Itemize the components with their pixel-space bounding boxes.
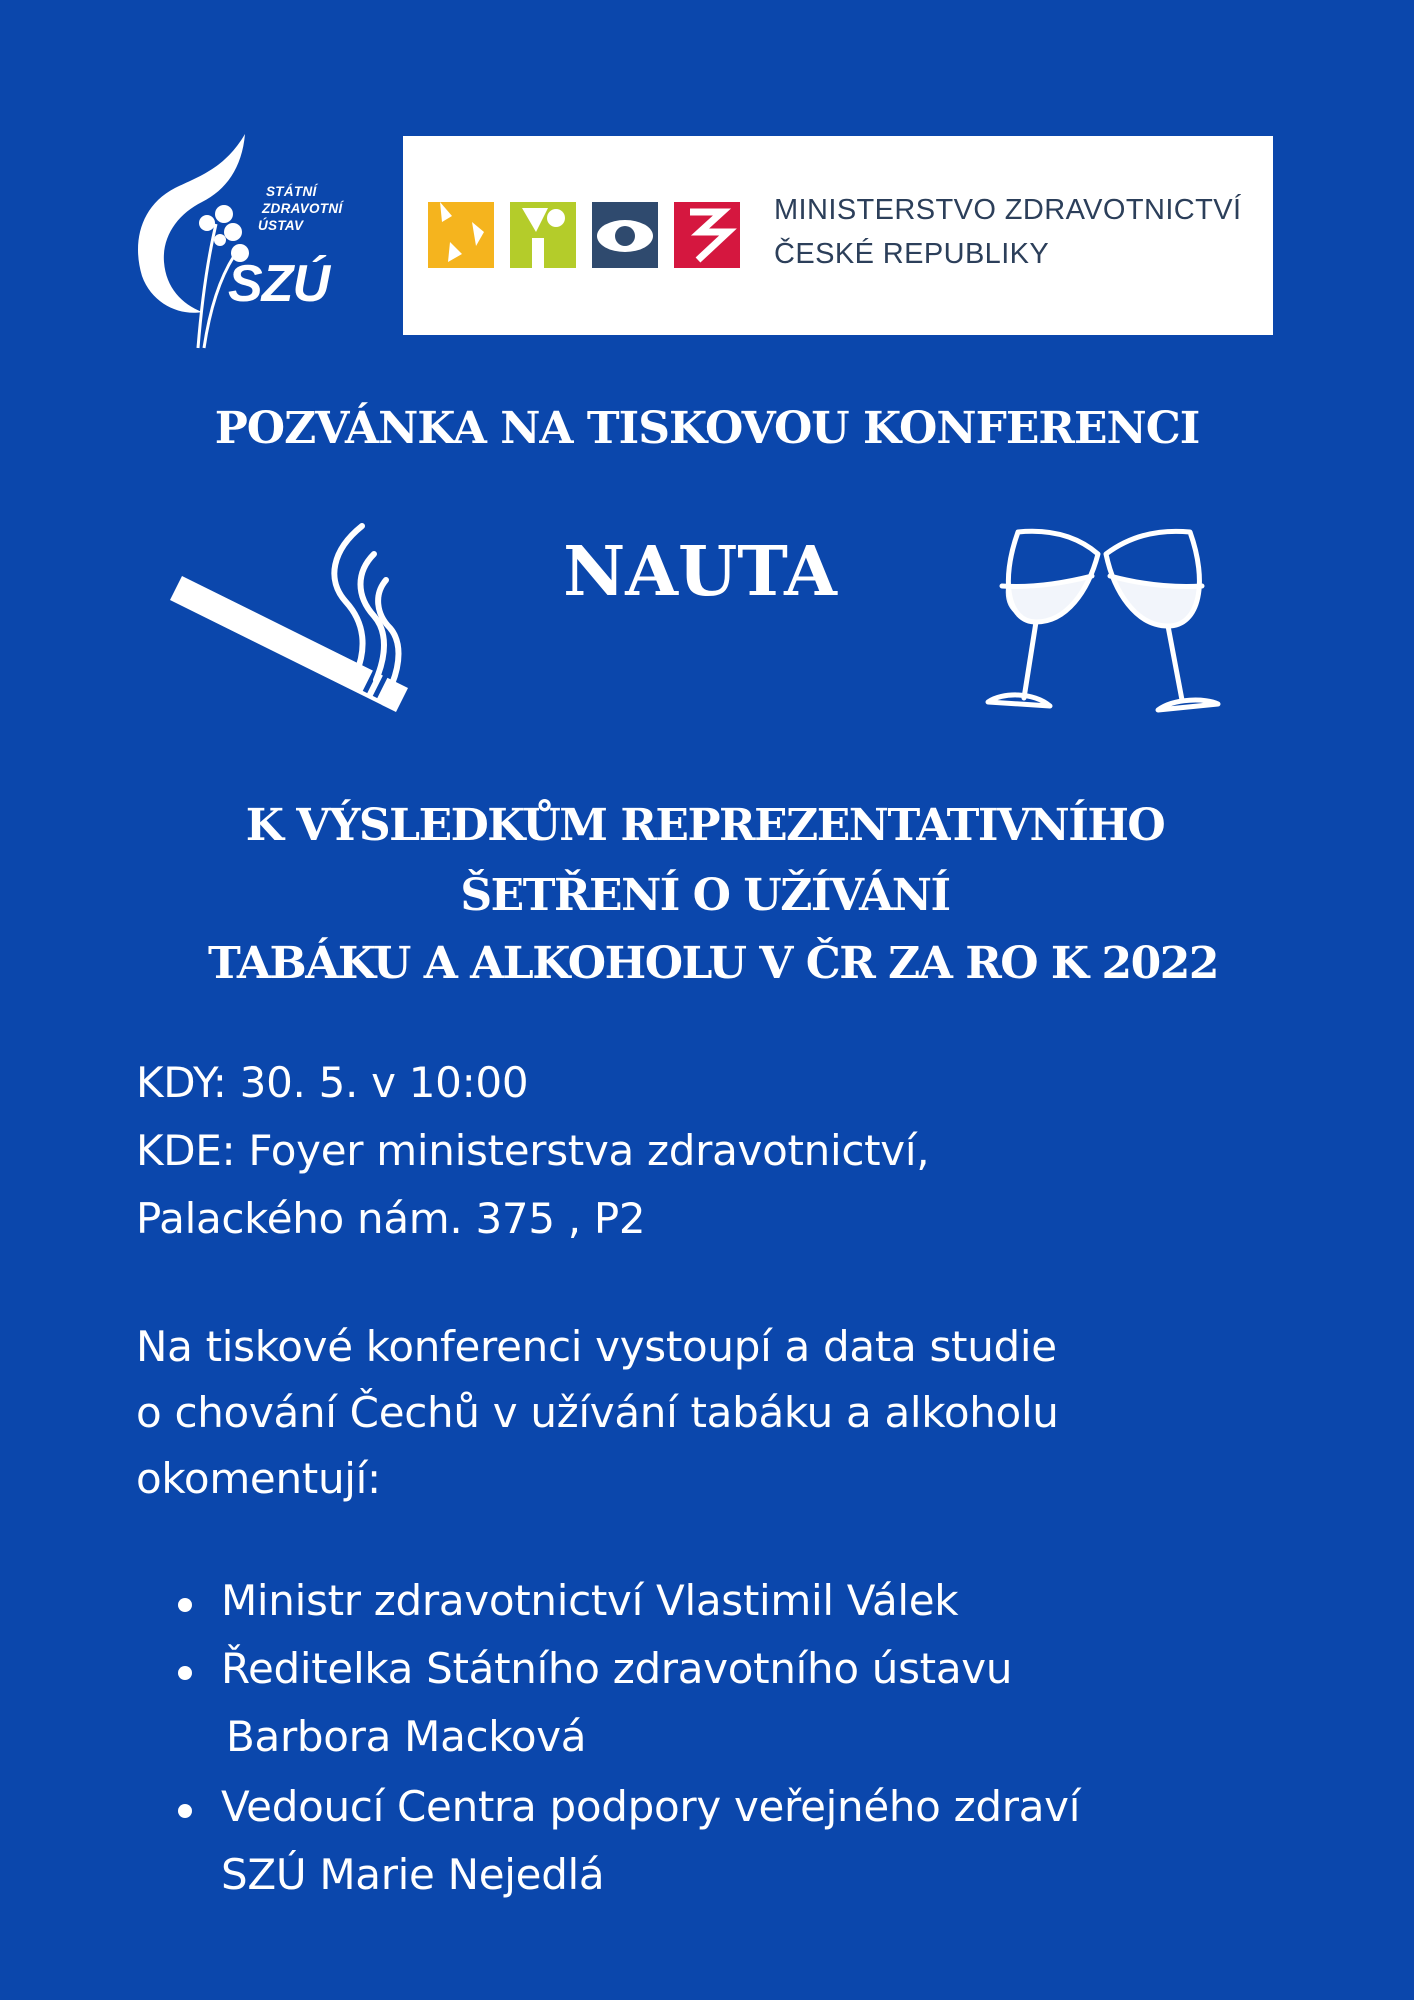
speaker-3-line-1: Vedoucí Centra podpory veřejného zdraví <box>221 1782 1081 1831</box>
szu-name-line-2: ZDRAVOTNÍ <box>262 201 343 216</box>
szu-abbreviation: SZÚ <box>228 255 329 313</box>
speaker-3-line-2: SZÚ Marie Nejedlá <box>221 1850 605 1899</box>
intro-line-2: o chování Čechů v užívání tabáku a alkoholu <box>136 1388 1059 1437</box>
intro-line-1: Na tiskové konferenci vystoupí a data studie <box>136 1322 1057 1371</box>
where-line-1: KDE: Foyer ministerstva zdravotnictví, <box>136 1126 930 1175</box>
speaker-1-line-1: Ministr zdravotnictví Vlastimil Válek <box>221 1576 959 1625</box>
ministry-logo-box <box>403 136 1273 335</box>
where-line-2: Palackého nám. 375 , P2 <box>136 1194 646 1243</box>
ministry-name-line-1: MINISTERSTVO ZDRAVOTNICTVÍ <box>774 194 1242 226</box>
when-line: KDY: 30. 5. v 10:00 <box>136 1058 529 1107</box>
szu-emblem-icon <box>130 128 370 358</box>
cigarette-icon <box>160 520 430 720</box>
bullet-icon <box>178 1804 192 1818</box>
intro-line-3: okomentují: <box>136 1454 381 1503</box>
topic-line-3: TABÁKU A ALKOHOLU V ČR ZA RO K 2022 <box>208 938 1218 989</box>
ministry-name-line-2: ČESKÉ REPUBLIKY <box>774 238 1050 270</box>
szu-name-line-3: ÚSTAV <box>258 218 304 233</box>
invitation-title: POZVÁNKA NA TISKOVOU KONFERENCI <box>214 403 1200 454</box>
bullet-icon <box>178 1598 192 1612</box>
speaker-2-line-1: Ředitelka Státního zdravotního ústavu <box>221 1644 1013 1693</box>
nauta-title: NAUTA <box>563 532 837 612</box>
szu-name-line-1: STÁTNÍ <box>266 184 317 199</box>
topic-line-2: ŠETŘENÍ O UŽÍVÁNÍ <box>460 870 950 921</box>
bullet-icon <box>178 1666 192 1680</box>
ministry-logo-icon <box>428 202 743 270</box>
szu-logo <box>130 128 370 358</box>
speaker-2-line-2: Barbora Macková <box>226 1712 587 1761</box>
wine-glasses-icon <box>980 526 1225 726</box>
topic-line-1: K VÝSLEDKŮM REPREZENTATIVNÍHO <box>245 800 1165 851</box>
